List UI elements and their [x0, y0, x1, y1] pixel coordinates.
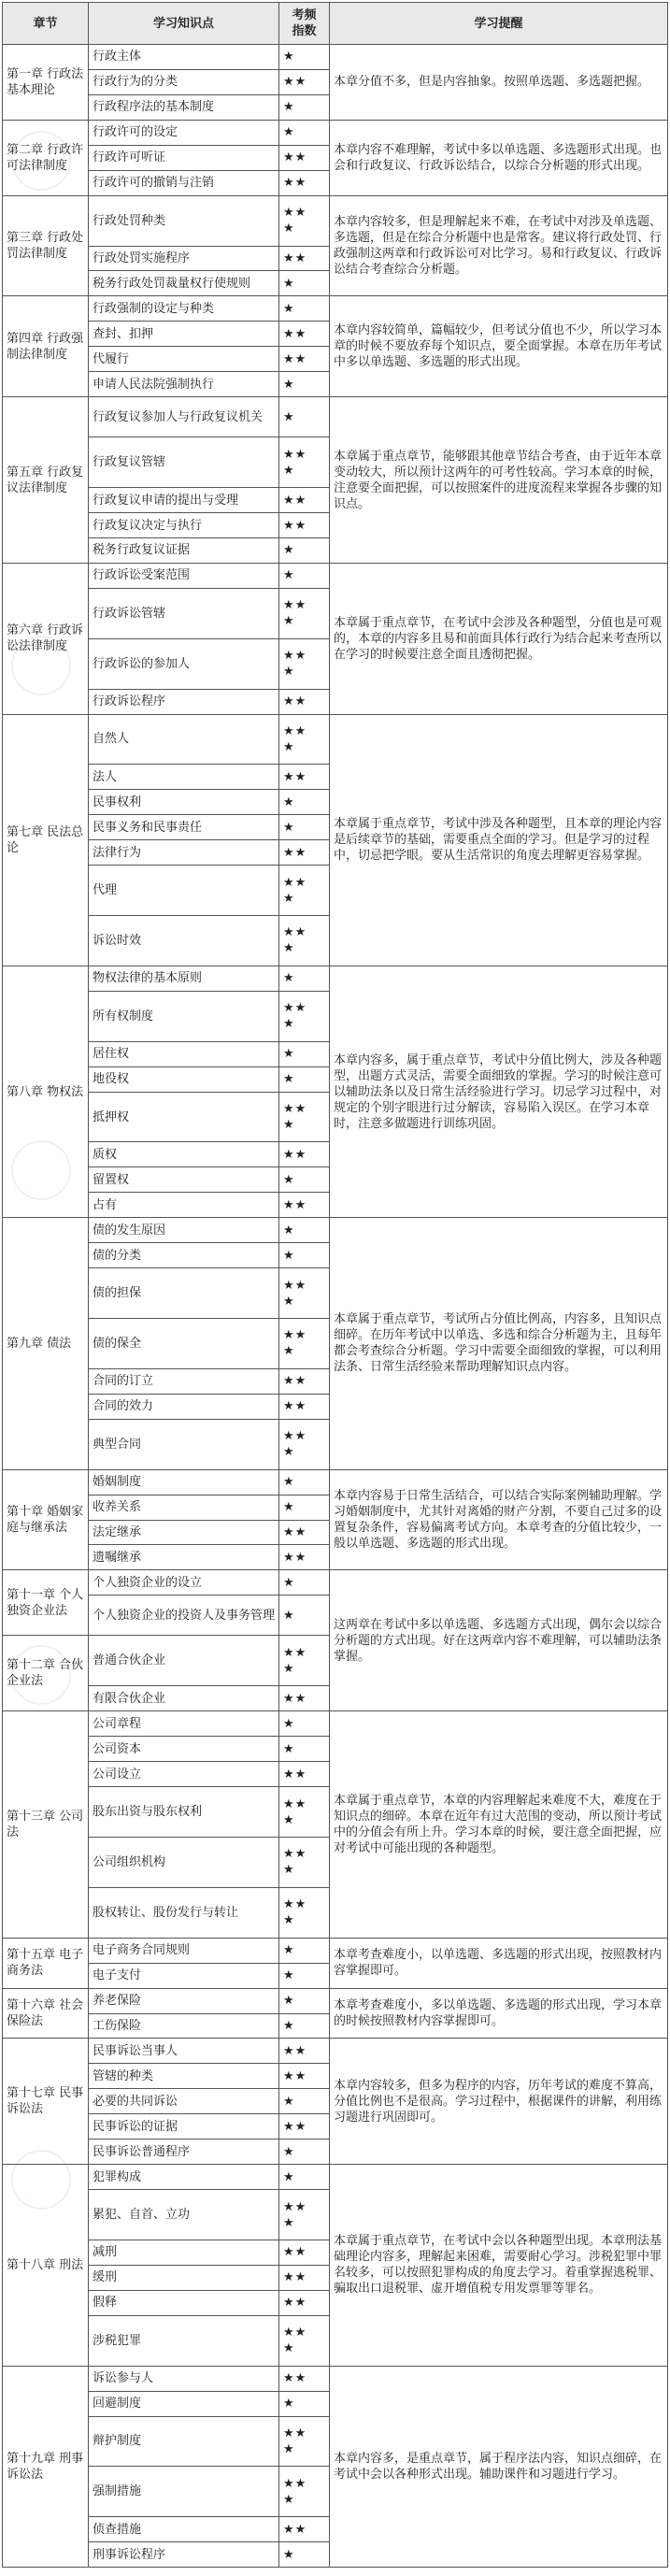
frequency-stars: ★: [279, 1218, 330, 1243]
chapter-title: 第六章 行政诉讼法律制度: [3, 563, 89, 714]
knowledge-point: 民事诉讼的证据: [89, 2114, 279, 2140]
knowledge-point: 管辖的种类: [89, 2064, 279, 2089]
knowledge-point: 行政诉讼程序: [89, 689, 279, 714]
frequency-stars: ★: [279, 1737, 330, 1762]
knowledge-point: 行政强制的设定与种类: [89, 296, 279, 322]
frequency-stars: ★★: [279, 2290, 330, 2315]
table-row: [3, 45, 668, 70]
study-tip: 本章考查难度小，以单选题、多选题的形式出现，按照教材内容掌握即可。: [330, 1938, 668, 1988]
frequency-stars: ★★: [279, 145, 330, 170]
frequency-stars: ★: [279, 2089, 330, 2114]
knowledge-point: 物权法律的基本原则: [89, 966, 279, 991]
frequency-stars: ★★ ★: [279, 2416, 330, 2467]
table-header: [3, 3, 668, 45]
knowledge-point: 缓刑: [89, 2265, 279, 2290]
knowledge-point: 诉讼参与人: [89, 2366, 279, 2391]
knowledge-point: 普通合伙企业: [89, 1636, 279, 1686]
knowledge-point: 辩护制度: [89, 2416, 279, 2467]
knowledge-point: 申请人民法院强制执行: [89, 372, 279, 397]
study-tip: 本章内容多，属于重点章节，考试中分值比例大，涉及各种题型，出题方式灵活，需要全面细致的掌握。学习的时候注意可以辅助法条以及日常生活经验进行学习。切忌学习过程中，对规定的个别字眼进行过分解读，容易陷入误区。在学习本章时，注意多做题进行训练巩固。: [330, 966, 668, 1217]
frequency-stars: ★★ ★: [279, 1319, 330, 1369]
frequency-stars: ★: [279, 1243, 330, 1268]
header-frequency: 考频 指数: [279, 3, 330, 45]
knowledge-point: 行政处罚实施程序: [89, 246, 279, 271]
knowledge-point: 行政诉讼的参加人: [89, 638, 279, 689]
frequency-stars: ★: [279, 372, 330, 397]
frequency-stars: ★★ ★: [279, 2467, 330, 2517]
table-row: [3, 563, 668, 588]
chapter-title: 第十一章 个人独资企业法: [3, 1570, 89, 1636]
frequency-stars: ★★ ★: [279, 1636, 330, 1686]
frequency-stars: ★★ ★: [279, 714, 330, 765]
frequency-stars: ★: [279, 271, 330, 296]
frequency-stars: ★: [279, 1596, 330, 1636]
chapter-title: 第十五章 电子商务法: [3, 1938, 89, 1988]
frequency-stars: ★: [279, 45, 330, 70]
frequency-stars: ★★: [279, 513, 330, 538]
frequency-stars: ★: [279, 2013, 330, 2039]
knowledge-point: 民事权利: [89, 790, 279, 815]
header-study-tip: 学习提醒: [330, 3, 668, 45]
table-row: [3, 2039, 668, 2064]
knowledge-point: 电子商务合同规则: [89, 1938, 279, 1963]
knowledge-point: 诉讼时效: [89, 916, 279, 966]
knowledge-point: 税务行政处罚裁量权行使规则: [89, 271, 279, 296]
knowledge-point: 留置权: [89, 1167, 279, 1193]
chapter-title: 第九章 债法: [3, 1218, 89, 1469]
study-tip: 本章内容多，是重点章节，属于程序法内容，知识点细碎，在考试中会以各种形式出现。辅助课件和习题进行学习。: [330, 2366, 668, 2568]
knowledge-point: 债的保全: [89, 1319, 279, 1369]
frequency-stars: ★★: [279, 840, 330, 866]
study-tip: 本章内容不难理解，考试中多以单选题、多选题形式出现。也会和行政复议、行政诉讼结合，以综合分析题的形式出现。: [330, 120, 668, 195]
knowledge-point: 必要的共同诉讼: [89, 2089, 279, 2114]
knowledge-point: 行政许可的撤销与注销: [89, 170, 279, 195]
frequency-stars: ★★: [279, 69, 330, 94]
table-row: [3, 120, 668, 145]
knowledge-point: 查封、扣押: [89, 322, 279, 347]
study-tip: 本章分值不多，但是内容抽象。按照单选题、多选题把握。: [330, 45, 668, 121]
knowledge-point: 行政处罚种类: [89, 195, 279, 246]
study-tip: 本章属于重点章节，本章的内容理解起来难度不大，难度在于知识点的细碎。本章在近年有过大范围的变动，所以预计考试中的分值会有所上升。学习本章的时候，要注意全面把握，应对考试中可能出现的各种题型。: [330, 1711, 668, 1938]
knowledge-point: 民事诉讼当事人: [89, 2039, 279, 2064]
knowledge-point: 股东出资与股东权利: [89, 1787, 279, 1838]
table-row: [3, 1711, 668, 1737]
frequency-stars: ★: [279, 1495, 330, 1520]
frequency-stars: ★: [279, 2140, 330, 2165]
frequency-stars: ★★: [279, 488, 330, 513]
frequency-stars: ★★ ★: [279, 1787, 330, 1838]
knowledge-point: 民事义务和民事责任: [89, 815, 279, 840]
frequency-stars: ★★ ★: [279, 991, 330, 1041]
study-plan-table: [2, 2, 668, 2568]
frequency-stars: ★★ ★: [279, 437, 330, 488]
frequency-stars: ★★: [279, 1193, 330, 1218]
table-row: [3, 296, 668, 322]
table-row: [3, 714, 668, 765]
table-row: [3, 1218, 668, 1243]
knowledge-point: 电子支付: [89, 1963, 279, 1988]
knowledge-point: 抵押权: [89, 1092, 279, 1142]
frequency-stars: ★★ ★: [279, 1887, 330, 1938]
knowledge-point: 行政主体: [89, 45, 279, 70]
frequency-stars: ★: [279, 2391, 330, 2416]
table-row: [3, 195, 668, 246]
knowledge-point: 民事诉讼普通程序: [89, 2140, 279, 2165]
knowledge-point: 婚姻制度: [89, 1469, 279, 1495]
knowledge-point: 行政程序法的基本制度: [89, 94, 279, 120]
frequency-stars: ★★: [279, 1368, 330, 1394]
study-tip: 本章内容较多，但多为程序的内容，历年考试的难度不算高，分值比例也不是很高。学习过程中，根据课件的讲解，利用练习题进行巩固即可。: [330, 2039, 668, 2165]
frequency-stars: ★★: [279, 765, 330, 790]
knowledge-point: 居住权: [89, 1041, 279, 1066]
chapter-title: 第五章 行政复议法律制度: [3, 397, 89, 564]
frequency-stars: ★★ ★: [279, 866, 330, 916]
frequency-stars: ★: [279, 2542, 330, 2568]
knowledge-point: 典型合同: [89, 1419, 279, 1469]
study-tip: 这两章在考试中多以单选题、多选题方式出现，偶尔会以综合分析题的方式出现。好在这两章内容不难理解，可以辅助法条掌握。: [330, 1570, 668, 1711]
chapter-title: 第十三章 公司法: [3, 1711, 89, 1938]
knowledge-point: 假释: [89, 2290, 279, 2315]
knowledge-point: 减刑: [89, 2240, 279, 2265]
frequency-stars: ★★: [279, 347, 330, 372]
study-tip: 本章属于重点章节，考试所占分值比例高，内容多，且知识点细碎。在历年考试中以单选、多选和综合分析题为主，且每年都会考查综合分析题。学习中需要全面细致的掌握，可以利用法条、日常生活经验来帮助理解知识点内容。: [330, 1218, 668, 1469]
frequency-stars: ★★ ★: [279, 195, 330, 246]
knowledge-point: 收养关系: [89, 1495, 279, 1520]
knowledge-point: 公司组织机构: [89, 1837, 279, 1887]
knowledge-point: 代履行: [89, 347, 279, 372]
frequency-stars: ★★ ★: [279, 638, 330, 689]
frequency-stars: ★★ ★: [279, 2190, 330, 2240]
table-row: [3, 966, 668, 991]
knowledge-point: 公司资本: [89, 1737, 279, 1762]
frequency-stars: ★★ ★: [279, 1092, 330, 1142]
frequency-stars: ★★ ★: [279, 1268, 330, 1319]
knowledge-point: 公司章程: [89, 1711, 279, 1737]
frequency-stars: ★★ ★: [279, 1837, 330, 1887]
knowledge-point: 债的发生原因: [89, 1218, 279, 1243]
frequency-stars: ★: [279, 815, 330, 840]
knowledge-point: 占有: [89, 1193, 279, 1218]
chapter-title: 第十八章 刑法: [3, 2165, 89, 2367]
frequency-stars: ★★: [279, 246, 330, 271]
table-row: [3, 1570, 668, 1596]
knowledge-point: 养老保险: [89, 1988, 279, 2013]
frequency-stars: ★: [279, 1167, 330, 1193]
frequency-stars: ★: [279, 790, 330, 815]
knowledge-point: 合同的订立: [89, 1368, 279, 1394]
chapter-title: 第四章 行政强制法律制度: [3, 296, 89, 397]
knowledge-point: 犯罪构成: [89, 2165, 279, 2190]
frequency-stars: ★★: [279, 1520, 330, 1545]
knowledge-point: 行政复议管辖: [89, 437, 279, 488]
frequency-stars: ★★: [279, 689, 330, 714]
knowledge-point: 合同的效力: [89, 1394, 279, 1419]
study-tip: 本章属于重点章节，能够跟其他章节结合考查，由于近年本章变动较大，所以预计这两年的可考性较高。学习本章的时候，注意要全面把握，可以按照案件的进度流程来掌握各步骤的知识点。: [330, 397, 668, 564]
knowledge-point: 行政诉讼受案范围: [89, 563, 279, 588]
chapter-title: 第一章 行政法基本理论: [3, 45, 89, 121]
frequency-stars: ★★: [279, 2366, 330, 2391]
frequency-stars: ★: [279, 1066, 330, 1092]
study-tip: 本章内容较多，但是理解起来不难，在考试中对涉及单选题、多选题，但是在综合分析题中也是常客。建议将行政处罚、行政强制这两章和行政诉讼可对比学习。易和行政复议、行政诉讼结合考查综合分析题。: [330, 195, 668, 296]
frequency-stars: ★: [279, 1711, 330, 1737]
study-tip: 本章内容易于日常生活结合，可以结合实际案例辅助理解。学习婚姻制度中，尤其针对离婚的财产分割，不要自己过多的设置复杂条件，容易偏离考试方向。本章考查的分值比较少，一般以单选题、多选题的形式出现。: [330, 1469, 668, 1570]
knowledge-point: 行政复议决定与执行: [89, 513, 279, 538]
frequency-stars: ★★: [279, 1545, 330, 1570]
knowledge-point: 所有权制度: [89, 991, 279, 1041]
knowledge-point: 地役权: [89, 1066, 279, 1092]
study-tip: 本章考查难度小，多以单选题、多选题的形式出现，学习本章的时候按照教材内容掌握即可。: [330, 1988, 668, 2039]
knowledge-point: 工伤保险: [89, 2013, 279, 2039]
frequency-stars: ★: [279, 1469, 330, 1495]
chapter-title: 第三章 行政处罚法律制度: [3, 195, 89, 296]
knowledge-point: 股权转让、股份发行与转让: [89, 1887, 279, 1938]
frequency-stars: ★: [279, 94, 330, 120]
header-chapter: 章节: [3, 3, 89, 45]
frequency-stars: ★★: [279, 322, 330, 347]
table-row: [3, 1988, 668, 2013]
frequency-stars: ★★: [279, 1762, 330, 1787]
frequency-stars: ★: [279, 2165, 330, 2190]
knowledge-point: 侦查措施: [89, 2517, 279, 2542]
chapter-title: 第二章 行政许可法律制度: [3, 120, 89, 195]
chapter-title: 第十九章 刑事诉讼法: [3, 2366, 89, 2568]
knowledge-point: 代理: [89, 866, 279, 916]
knowledge-point: 债的担保: [89, 1268, 279, 1319]
frequency-stars: ★★ ★: [279, 2315, 330, 2366]
knowledge-point: 刑事诉讼程序: [89, 2542, 279, 2568]
frequency-stars: ★★ ★: [279, 588, 330, 638]
table-row: [3, 1938, 668, 1963]
knowledge-point: 行政许可的设定: [89, 120, 279, 145]
frequency-stars: ★: [279, 397, 330, 437]
knowledge-point: 法人: [89, 765, 279, 790]
knowledge-point: 涉税犯罪: [89, 2315, 279, 2366]
knowledge-point: 强制措施: [89, 2467, 279, 2517]
frequency-stars: ★★: [279, 2114, 330, 2140]
frequency-stars: ★★: [279, 2265, 330, 2290]
frequency-stars: ★★: [279, 170, 330, 195]
chapter-title: 第七章 民法总论: [3, 714, 89, 966]
knowledge-point: 个人独资企业的投资人及事务管理: [89, 1596, 279, 1636]
chapter-title: 第十二章 合伙企业法: [3, 1636, 89, 1711]
knowledge-point: 累犯、自首、立功: [89, 2190, 279, 2240]
knowledge-point: 法定继承: [89, 1520, 279, 1545]
frequency-stars: ★: [279, 120, 330, 145]
knowledge-point: 公司设立: [89, 1762, 279, 1787]
table-row: [3, 2165, 668, 2190]
frequency-stars: ★: [279, 563, 330, 588]
frequency-stars: ★: [279, 1963, 330, 1988]
table-row: [3, 397, 668, 437]
chapter-title: 第十七章 民事诉讼法: [3, 2039, 89, 2165]
frequency-stars: ★: [279, 1570, 330, 1596]
frequency-stars: ★: [279, 1041, 330, 1066]
knowledge-point: 质权: [89, 1142, 279, 1167]
chapter-title: 第十章 婚姻家庭与继承法: [3, 1469, 89, 1570]
frequency-stars: ★★ ★: [279, 916, 330, 966]
frequency-stars: ★★: [279, 2039, 330, 2064]
frequency-stars: ★: [279, 1988, 330, 2013]
knowledge-point: 遗嘱继承: [89, 1545, 279, 1570]
table-row: [3, 2366, 668, 2391]
knowledge-point: 债的分类: [89, 1243, 279, 1268]
knowledge-point: 自然人: [89, 714, 279, 765]
frequency-stars: ★★: [279, 2517, 330, 2542]
knowledge-point: 行政复议申请的提出与受理: [89, 488, 279, 513]
frequency-stars: ★★: [279, 1686, 330, 1711]
header-knowledge-point: 学习知识点: [89, 3, 279, 45]
knowledge-point: 个人独资企业的设立: [89, 1570, 279, 1596]
knowledge-point: 行政复议参加人与行政复议机关: [89, 397, 279, 437]
frequency-stars: ★★ ★: [279, 1419, 330, 1469]
table-row: [3, 1469, 668, 1495]
study-tip: 本章属于重点章节，在考试中会涉及各种题型，分值也是可观的，本章的内容多且易和前面具体行政行为结合起来考查所以在学习的时候要注意全面且透彻把握。: [330, 563, 668, 714]
knowledge-point: 法律行为: [89, 840, 279, 866]
frequency-stars: ★: [279, 537, 330, 563]
knowledge-point: 行政诉讼管辖: [89, 588, 279, 638]
study-tip: 本章属于重点章节，考试中涉及各种题型，且本章的理论内容是后续章节的基础，需要重点全面的学习。但是学习的过程中，切忌把学眼。要从生活常识的角度去理解更容易掌握。: [330, 714, 668, 966]
knowledge-point: 回避制度: [89, 2391, 279, 2416]
frequency-stars: ★★: [279, 2064, 330, 2089]
frequency-stars: ★★: [279, 1394, 330, 1419]
frequency-stars: ★★: [279, 1142, 330, 1167]
knowledge-point: 行政行为的分类: [89, 69, 279, 94]
study-tip: 本章内容较简单，篇幅较少，但考试分值也不少，所以学习本章的时候不要放弃每个知识点，要全面掌握。本章在历年考试中多以单选题、多选题的形式出现。: [330, 296, 668, 397]
knowledge-point: 行政许可听证: [89, 145, 279, 170]
chapter-title: 第八章 物权法: [3, 966, 89, 1217]
knowledge-point: 税务行政复议证据: [89, 537, 279, 563]
frequency-stars: ★★: [279, 2240, 330, 2265]
frequency-stars: ★: [279, 1938, 330, 1963]
knowledge-point: 有限合伙企业: [89, 1686, 279, 1711]
frequency-stars: ★: [279, 966, 330, 991]
frequency-stars: ★: [279, 296, 330, 322]
chapter-title: 第十六章 社会保险法: [3, 1988, 89, 2039]
study-tip: 本章属于重点章节，在考试中会以各种题型出现。本章刑法基础理论内容多，理解起来困难，需要耐心学习。涉税犯罪中罪名较多，可以按照犯罪构成的角度去学习。着重掌握逃税罪、骗取出口退税罪、虚开增值税专用发票罪等罪名。: [330, 2165, 668, 2367]
